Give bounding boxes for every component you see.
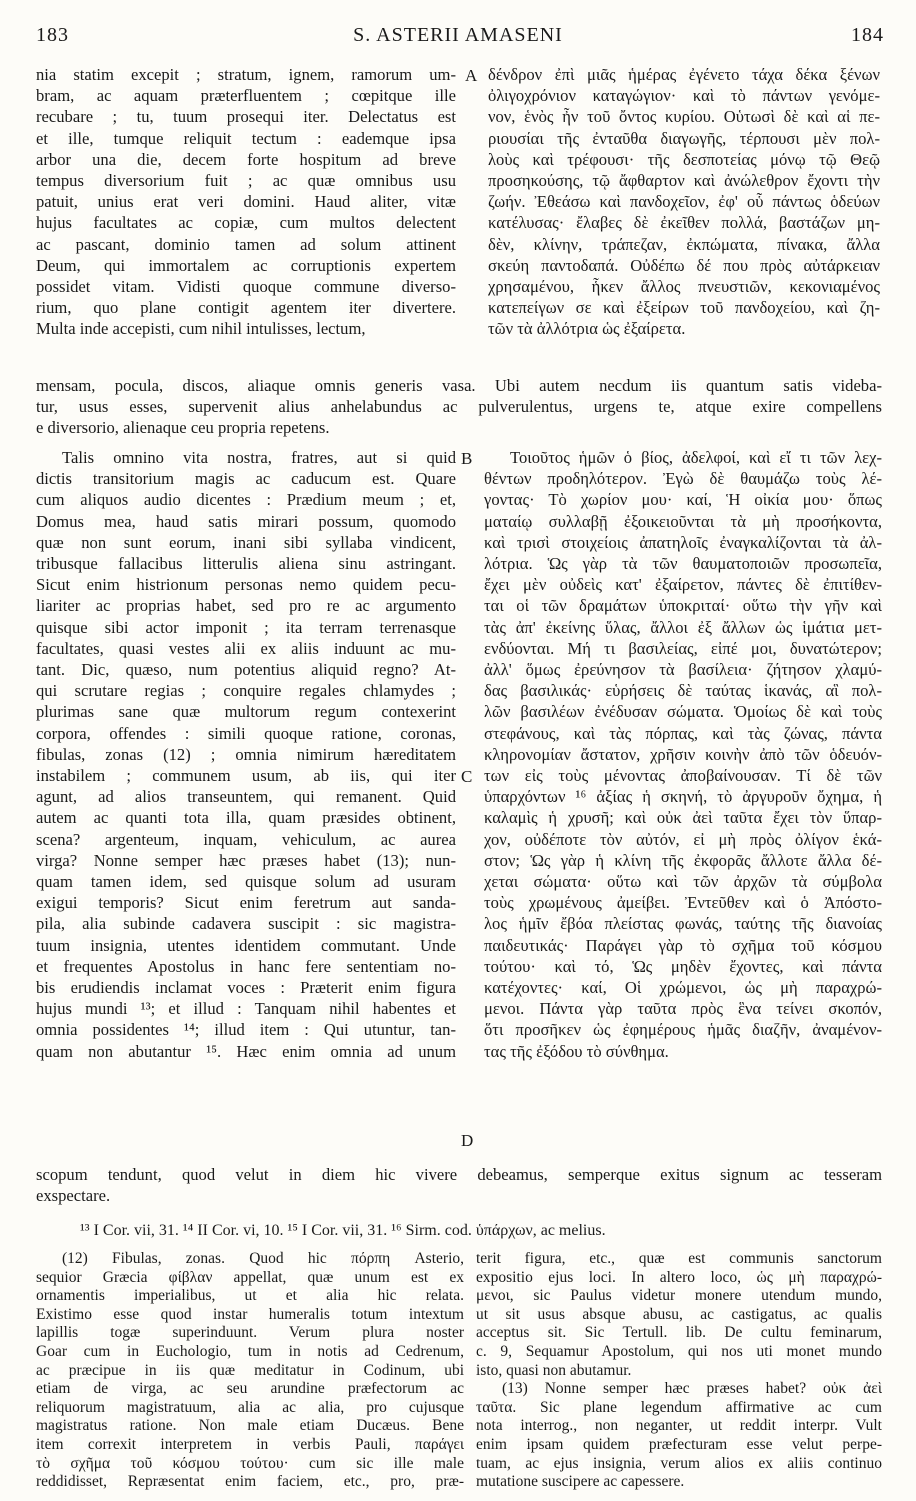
running-title: S. ASTERII AMASENI	[353, 24, 563, 46]
text-line: tur, usus esses, supervenit alius anhelabundus ac pulverulentus, urgens te, atque exire compellens	[36, 397, 882, 417]
greek-column-middle	[484, 447, 882, 1062]
notes-column-right	[476, 1250, 882, 1492]
text-line: χρησαμένου, ἧκεν ἄλλος πνευστιῶν, κεκονιαμένος	[488, 277, 880, 297]
text-line: ζωήν. Ἐθεάσω καὶ πανδοχεῖον, ἐφ' οὗ πάντως ὁδεύων	[488, 192, 880, 212]
text-line: ornamentis imperialibus, ut et alia hic relata.	[36, 1287, 464, 1305]
text-line: bis erudiendis inclamat voces : Præterit enim figura	[36, 978, 456, 998]
text-line: χον, οὐδέποτε τὸν αὐτόν, εἰ μὴ πρὸς ὀλίγον ἑκά-	[484, 829, 882, 849]
text-line: quam tamen idem, sed quisque solum ad usuram	[36, 872, 456, 892]
text-line: λοὺς καὶ τρέφουσι· τῆς δεσποτείας μόνῳ τῷ Θεῷ	[488, 149, 880, 169]
text-line: quam non abutantur ¹⁵. Hæc enim omnia ad unum	[36, 1041, 456, 1061]
text-line: facultates, quasi vestes alii ex aliis induunt ac mu-	[36, 638, 456, 658]
text-line: e diversorio, alienaque ceu propria repetens.	[36, 418, 330, 438]
text-line: σκεύη παντοδαπά. Οὐδέπω δέ που πρὸς αὐτάρκειαν	[488, 255, 880, 275]
text-line: ματαίῳ συλλαβῇ ἐξοικειοῦνται τὰ μὴ προσήκοντα,	[484, 511, 882, 531]
section-marker-d: D	[461, 1131, 474, 1150]
text-line: χεται σώματα· οὕτω καὶ τῶν ἀρχῶν τὰ σύμβολα	[484, 872, 882, 892]
text-line: hujus mundi ¹³; et illud : Tanquam nihil habentes et	[36, 999, 456, 1019]
text-line: bram, ac aquam præterfluentem ; cœpitque ille	[36, 86, 456, 106]
text-line: κατέχοντες· καί, Οἱ χρώμενοι, ὡς μὴ παραχρώ-	[484, 978, 882, 998]
text-line: των εἰς τοὺς μένοντας ἀποβαίνουσαν. Τί δὲ τῶν	[484, 766, 882, 786]
text-line: pila, alia subinde cadavera suscipit : sic magistra-	[36, 914, 456, 934]
text-line: terit figura, etc., quæ est communis sanctorum	[476, 1250, 882, 1267]
text-line: omnia possidentes ¹⁴; illud item : Qui utuntur, tan-	[36, 1020, 456, 1040]
text-line: recubare ; tu, tuum prosequi iter. Delectatus est	[36, 107, 456, 127]
text-line: ac præcipue in iis quæ meditatur in Codinum, ubi	[36, 1361, 464, 1379]
text-line: ταῦτα. Sic plane legendum affirmative ac cum	[476, 1398, 882, 1416]
text-line: scopum tendunt, quod velut in diem hic vivere debeamus, semperque exitus signum ac tesseram	[36, 1165, 882, 1184]
text-line: nia statim excepit ; stratum, ignem, ramorum um-	[36, 65, 456, 84]
text-line: tribusque fallacibus litterulis aliena sinu astringant.	[36, 554, 456, 574]
text-line: plurimas sane quæ multorum regum contexerint	[36, 702, 456, 722]
text-line: (12) Fibulas, zonas. Quod hic πόρπη Asterio,	[62, 1250, 464, 1267]
text-line: patuit, unius erat veri domini. Haud aliter, vitæ	[36, 192, 456, 212]
page-header	[0, 24, 916, 54]
text-line: mensam, pocula, discos, aliaque omnis generis vasa. Ubi autem necdum iis quantum satis videba-	[36, 376, 882, 395]
latin-column-middle	[36, 447, 456, 1062]
text-line: sequior Græcia φίβλαν appellat, quæ unum est ex	[36, 1268, 464, 1286]
text-line: Τοιοῦτος ἡμῶν ὁ βίος, ἀδελφοί, καὶ εἴ τι τῶν λεχ-	[510, 448, 882, 467]
text-line: nota interrog., non neganter, ut reddit interpr. Vult	[476, 1417, 882, 1435]
text-line: dictis transitorium magis ac caducum est. Quare	[36, 469, 456, 489]
text-line: arbor una die, decem forte hospitum ad breve	[36, 149, 456, 169]
text-line: τας τῆς ἐξόδου τὸ σύνθημα.	[484, 1041, 669, 1061]
text-line: fibulas, zonas (12) ; omnia nimirum hæreditatem	[36, 744, 456, 764]
text-line: Deum, qui immortalem ac corruptionis expertem	[36, 255, 456, 275]
text-line: ριουσίαι τῆς ἐνταῦθα διαγωγῆς, τέρπουσι μὲν πολ-	[488, 128, 880, 148]
text-line: στον; Ὡς γὰρ ἡ κλίνη τῆς ἐκφορᾶς ἄλλοτε ἄλλα δέ-	[484, 850, 882, 870]
text-line: et frequentes Apostolus in hanc fere sententiam no-	[36, 956, 456, 976]
text-line: δὲν, κλίνην, τράπεζαν, ἐκπώματα, πίνακα, ἄλλα	[488, 234, 880, 254]
text-line: ac pascant, dominio tamen ad solum attinent	[36, 234, 456, 254]
text-line: reliquorum magistratuum, alia ac alia, pro cujusque	[36, 1398, 464, 1416]
latin-column-top	[36, 64, 456, 340]
text-line: magistratus ratione. Non male etiam Ducæus. Bene	[36, 1417, 464, 1435]
text-line: τοὺς χρωμένους ἀμείβει. Ἐντεῦθεν καὶ ὁ Ἀπόστο-	[484, 893, 882, 913]
text-line: Goar cum in Euchologio, tum in notis ad Cedrenum,	[36, 1342, 464, 1360]
text-line: exspectare.	[36, 1186, 111, 1206]
text-line: γοντας· Τὸ χωρίον μου· καί, Ἡ οἰκία μου· ὅπως	[484, 490, 882, 510]
text-line: quisque sibi actor imponit ; ita terram terrenasque	[36, 617, 456, 637]
text-line: τὰς ἀπ' ἐκείνης ὕλας, ἄλλοι ἐξ ἄλλων ὡς ἱμάτια μετ-	[484, 617, 882, 637]
text-line: καλαμὶς ἡ χρυσῆ; καὶ οὐκ ἀεὶ ταῦτα ἔχει τὸν ὕπαρ-	[484, 808, 882, 828]
text-line: autem ac quanti tota illa, quam præsides obtinent,	[36, 808, 456, 828]
text-line: ὀλιγοχρόνιον καταγώγιον· καὶ τὸ πάντων γενόμε-	[488, 86, 880, 106]
text-line: τῶν τὰ ἀλλότρια ὡς ἐξαίρετα.	[488, 319, 686, 339]
text-line: ται οἱ τῶν δραμάτων ὑποκριταί· οὕτω τὴν γῆν καὶ	[484, 596, 882, 616]
text-line: et ille, tumque reliquit tectum : eademque ipsa	[36, 128, 456, 148]
text-line: mutatione suscipere ac capessere.	[476, 1473, 685, 1491]
text-line: tuam, ac ejus insignia, verum alios ex aliis continuo	[476, 1454, 882, 1472]
text-line: μενοι, sic Paulus videtur monere utendum mundo,	[476, 1287, 882, 1305]
text-line: ἔχει μὲν οὐδεὶς κατ' ἐξαίρετον, πάντες δὲ ἐπιτίθεν-	[484, 575, 882, 595]
text-line: rium, quo plane contigit agentem iter divertere.	[36, 298, 456, 318]
text-line: qui scrutare regias ; conquire regales chlamydes ;	[36, 681, 456, 701]
text-line: expositio ejus loci. In altero loco, ὡς μὴ παραχρώ-	[476, 1268, 882, 1286]
text-line: exigui temporis? Sicut enim feretrum aut sanda-	[36, 893, 456, 913]
text-line: καὶ τρισὶ στοιχείοις ἀπατηλοῖς ἐναγκαλίζονται τὰ ἀλ-	[484, 532, 882, 552]
text-line: lapillis togæ superinduunt. Verum plura noster	[36, 1324, 464, 1342]
text-line: ὑπαρχόντων ¹⁶ ἀξίας ἡ σκηνή, τὸ ἀργυροῦν ὄχημα, ἡ	[484, 787, 882, 807]
text-line: θέντων προδηλότερον. Ἐγὼ δὲ θαυμάζω τοὺς λέ-	[484, 469, 882, 489]
text-line: possidet vitam. Vidisti quoque commune diverso-	[36, 277, 456, 297]
text-line: Talis omnino vita nostra, fratres, aut si quid	[62, 448, 456, 467]
text-line: scena? argenteum, inquam, vehiculum, ac aurea	[36, 829, 456, 849]
latin-full-width-top	[36, 375, 882, 439]
text-line: instabilem ; communem usum, ab iis, qui iter	[36, 766, 456, 786]
text-line: ut sit usus absque abusu, ac castigatus, ac qualis	[476, 1305, 882, 1323]
text-line: λότρια. Ὡς γὰρ τὰ τῶν θαυματοποιῶν προσωπεῖα,	[484, 554, 882, 574]
text-line: c. 9, Sequamur Apostolum, qui nos uti monet mundo	[476, 1342, 882, 1360]
page-number-left: 183	[36, 24, 69, 46]
text-line: Domus mea, haud satis mirari possum, quomodo	[36, 511, 456, 531]
text-line: enim ipsam quidem præfecturam esse velut perpe-	[476, 1435, 882, 1453]
text-line: tuum insignia, utentes identidem commutant. Unde	[36, 935, 456, 955]
text-line: τούτου· καὶ τό, Ὡς μηδὲν ἔχοντες, καὶ πάντα	[484, 956, 882, 976]
text-line: isto, quasi non abutamur.	[476, 1361, 632, 1379]
text-line: item correxit interpretem in verbis Pauli, παράγει	[36, 1435, 464, 1453]
text-line: κληρονομίαν ἄστατον, χρῆσιν κοινὴν ἀπὸ τῶν ὁδευόν-	[484, 744, 882, 764]
text-line: τὸ σχῆμα τοῦ κόσμου τούτου· cum sic ille male	[36, 1454, 464, 1472]
text-line: μενοι. Πάντα γὰρ ταῦτα πρὸς ἓνα τείνει σκοπόν,	[484, 999, 882, 1019]
text-line: ὅτι προσῆκεν ὡς ἐφημέρους ἡμᾶς διαζῆν, ἀναμένον-	[484, 1020, 882, 1040]
text-line: δένδρον ἐπὶ μιᾶς ἡμέρας ἐγένετο τάχα δέκα ξένων	[488, 65, 880, 84]
text-line: liariter ac proprias habet, sed pro re ac argumento	[36, 596, 456, 616]
text-line: Sicut enim histrionum personas nemo quidem pecu-	[36, 575, 456, 595]
text-line: παιδευτικάς· Παράγει γὰρ τὸ σχῆμα τοῦ κόσμου	[484, 935, 882, 955]
greek-column-top	[488, 64, 880, 340]
text-line: προσηκούσης, τῷ ἄφθαρτον καὶ ἀνώλεθρον ἔχοντι τὴν	[488, 171, 880, 191]
text-line: δας βασιλικάς· εὑρήσεις δὲ ταύτας ἱκανάς, αἳ πολ-	[484, 681, 882, 701]
text-line: tant. Dic, quæso, num potentius aliquid regno? At-	[36, 660, 456, 680]
text-line: reddidisset, Repræsentat enim faciem, etc., pro, præ-	[36, 1473, 464, 1491]
text-line: tempus diversorium fuit ; ac quæ omnibus usu	[36, 171, 456, 191]
text-line: κατεπείγων σε καὶ ἐξείρων τοῦ πανδοχείου, καὶ ζη-	[488, 298, 880, 318]
section-marker-b: B	[461, 449, 473, 468]
text-line: (13) Nonne semper hæc præses habet? οὐκ ἀεὶ	[502, 1380, 882, 1398]
text-line: quæ non sunt eorum, inani sibi syllaba vindicent,	[36, 532, 456, 552]
text-line: στεφάνους, καὶ τὰς πόρπας, καὶ τὰς ζώνας, πάντα	[484, 723, 882, 743]
scripture-references: ¹³ I Cor. vii, 31. ¹⁴ II Cor. vi, 10. ¹⁵ I Cor. vii, 31. ¹⁶ Sirm. cod. ὑπάρχων, ac melius.	[80, 1222, 606, 1239]
text-line: virga? Nonne semper hæc præses habet (13); nun-	[36, 850, 456, 870]
latin-full-width-bottom	[36, 1164, 882, 1206]
page-number-right: 184	[851, 24, 884, 46]
text-line: agunt, ad alios transeuntem, qui remanent. Quid	[36, 787, 456, 807]
text-line: hujus facultates ac copiæ, cum multos delectent	[36, 213, 456, 233]
text-line: λῶν βασιλέων ἐνέδυσαν σώματα. Ὁμοίως δὲ καὶ τοὺς	[484, 702, 882, 722]
text-line: κατέλυσας· ἔλαβες δὲ ἐκεῖθεν πολλά, βαστάζων μη-	[488, 213, 880, 233]
section-marker-c: C	[461, 767, 473, 786]
text-line: Multa inde accepisti, cum nihil intulisses, lectum,	[36, 319, 366, 339]
text-line: acceptus sit. Sic Tertull. lib. De cultu feminarum,	[476, 1324, 882, 1342]
text-line: ενδύονται. Μή τι βασιλείας, εἰπέ μοι, δυνατώτερον;	[484, 638, 882, 658]
text-line: ἀλλ' ὅμως ἐρεύνησον τὰ βασίλεια· ζήτησον χλαμύ-	[484, 660, 882, 680]
section-marker-a: A	[465, 66, 478, 85]
text-line: νον, ἑνὸς ἦν τοῦ ὄντος κυρίου. Οὑτωσὶ δὲ καὶ αἱ πε-	[488, 107, 880, 127]
text-line: λος ἡμῖν ἔβόα πλείστας φωνάς, ταύτης τῆς διανοίας	[484, 914, 882, 934]
text-line: etiam de virga, ac seu arundine præfectorum ac	[36, 1380, 464, 1398]
text-line: Existimo esse quod instar humeralis totum intextum	[36, 1305, 464, 1323]
notes-column-left	[36, 1250, 464, 1492]
text-line: corpora, offendes : simili quoque ratione, coronas,	[36, 723, 456, 743]
text-line: cum aliquos audio dicentes : Prædium meum ; et,	[36, 490, 456, 510]
